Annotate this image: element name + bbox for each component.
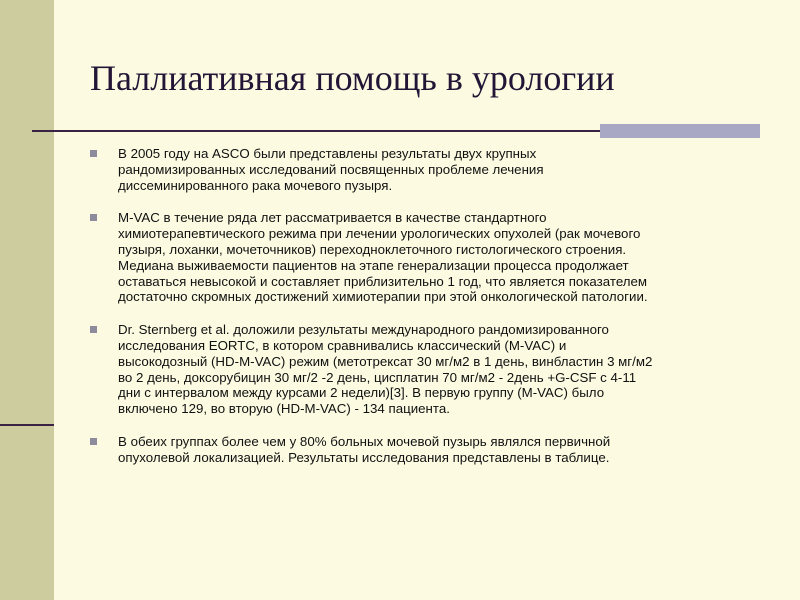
- bullet-line: оставаться невысокой и составляет приблизительно 1 год, что является показателем: [118, 273, 648, 289]
- bullet-item-2: [90, 210, 760, 305]
- bullet-line: дни с интервалом между курсами 2 недели)[3]. В первую группу (M-VAC) было: [118, 385, 605, 401]
- title-underline-accent: [600, 124, 760, 138]
- bullet-line: пузыря, лоханки, мочеточников) переходноклеточного гистологического строения.: [118, 241, 627, 257]
- bullet-list: [90, 146, 760, 483]
- slide-title: Паллиативная помощь в урологии: [90, 58, 615, 98]
- bullet-item-1: [90, 146, 760, 193]
- bullet-line: Медиана выживаемости пациентов на этапе генерализации процесса продолжает: [118, 257, 629, 273]
- bullet-line: химиотерапевтического режима при лечении урологических опухолей (рак мочевого: [118, 226, 641, 242]
- side-bar-divider: [0, 424, 54, 426]
- decorative-side-bar: [0, 0, 54, 600]
- bullet-line: опухолевой локализацией. Результаты исследования представлены в таблице.: [118, 449, 610, 465]
- bullet-line: M-VAC в течение ряда лет рассматривается в качестве стандартного: [118, 210, 547, 226]
- bullet-item-4: [90, 434, 760, 466]
- bullet-item-3: [90, 322, 760, 417]
- square-bullet-icon: [90, 438, 97, 445]
- square-bullet-icon: [90, 326, 97, 333]
- bullet-line: диссеминированного рака мочевого пузыря.: [118, 177, 393, 193]
- bullet-line: Dr. Sternberg et al. доложили результаты международного рандомизированного: [118, 322, 609, 338]
- bullet-line: во 2 день, доксорубицин 30 мг/2 -2 день, цисплатин 70 мг/м2 - 2день +G-CSF с 4-11: [118, 369, 637, 385]
- square-bullet-icon: [90, 214, 97, 221]
- bullet-line: достаточно скромных достижений химиотерапии при этой онкологической патологии.: [118, 289, 648, 305]
- square-bullet-icon: [90, 150, 97, 157]
- bullet-line: высокодозный (HD-M-VAC) режим (метотрексат 30 мг/м2 в 1 день, винбластин 3 мг/м2: [118, 353, 653, 369]
- bullet-line: В обеих группах более чем у 80% больных мочевой пузырь являлся первичной: [118, 433, 611, 449]
- bullet-line: рандомизированных исследований посвященных проблеме лечения: [118, 161, 544, 177]
- bullet-line: включено 129, во вторую (HD-M-VAC) - 134 пациента.: [118, 401, 450, 417]
- bullet-line: исследования EORTC, в котором сравнивались классический (M-VAC) и: [118, 337, 567, 353]
- bullet-line: В 2005 году на ASCO были представлены результаты двух крупных: [118, 146, 537, 161]
